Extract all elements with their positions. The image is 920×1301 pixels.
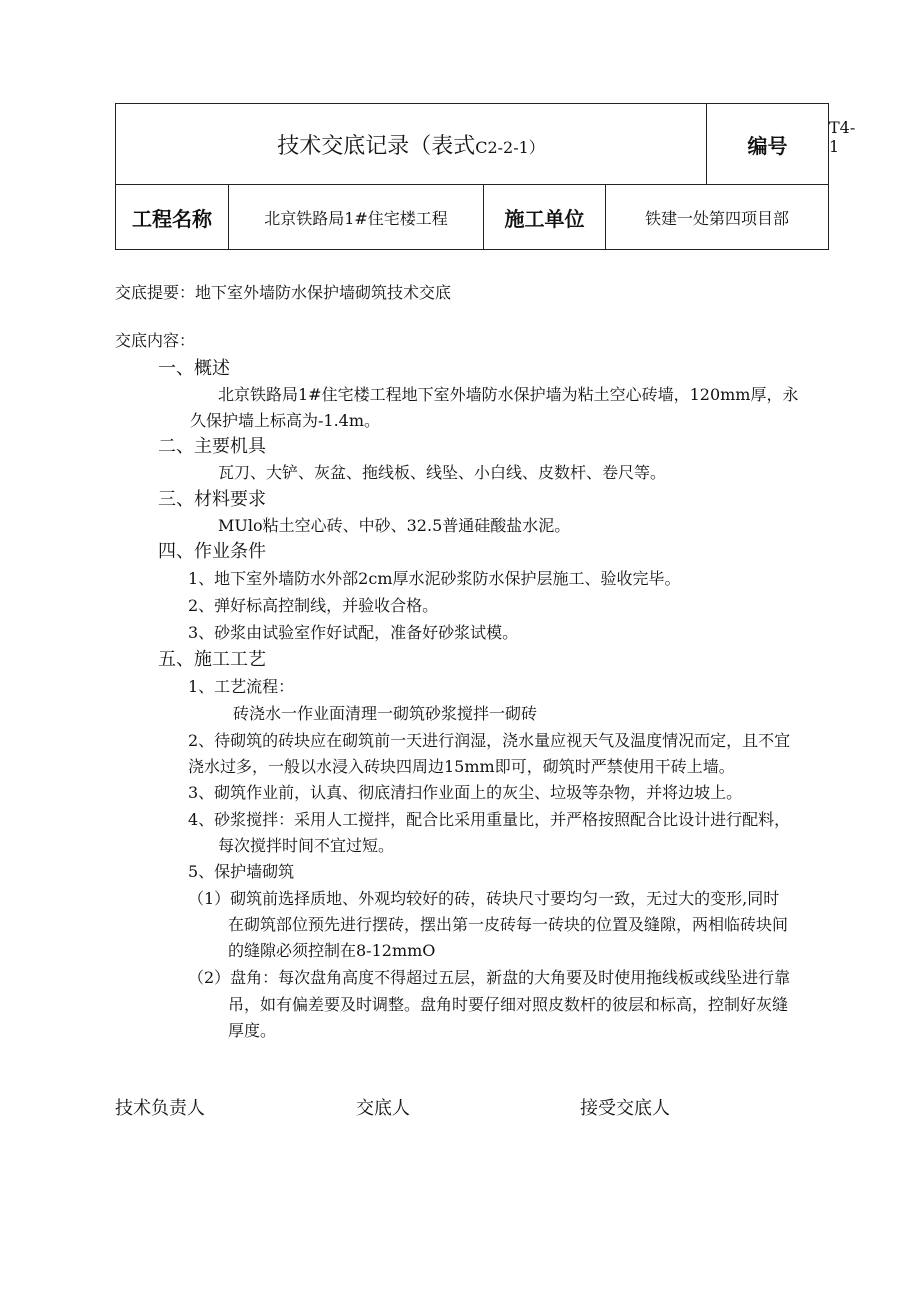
signature-presenter: 交底人 <box>356 1098 410 1119</box>
section-5-line: 2、待砌筑的砖块应在砌筑前一天进行润湿，浇水量应视天气及温度情况而定，且不宜 <box>188 731 791 750</box>
form-code: C2-2-1） <box>475 137 545 157</box>
section-4-line: 1、地下室外墙防水外部2cm厚水泥砂浆防水保护层施工、验收完毕。 <box>188 569 681 588</box>
number-label: 编号 <box>707 104 829 185</box>
content-label: 交底内容： <box>115 331 196 350</box>
section-2-title: 二、主要机具 <box>158 436 266 457</box>
section-5-title: 五、施工工艺 <box>158 649 266 670</box>
header-table: 技术交底记录（表式C2-2-1） 编号 T4-1 工程名称 北京铁路局1#住宅楼工程 施工单位 铁建一处第四项目部 <box>115 103 829 250</box>
section-1-line: 北京铁路局1#住宅楼工程地下室外墙防水保护墙为粘土空心砖墙，120mm厚，永 <box>218 385 799 404</box>
section-5-line: 1、工艺流程： <box>188 677 295 696</box>
section-5-line: 吊，如有偏差要及时调整。盘角时要仔细对照皮数杆的彼层和标高，控制好灰缝 <box>228 995 789 1014</box>
section-5-line: 厚度。 <box>228 1021 277 1040</box>
section-4-title: 四、作业条件 <box>158 541 266 562</box>
signature-tech-lead: 技术负责人 <box>115 1098 205 1119</box>
section-5-line: 每次搅拌时间不宜过短。 <box>218 836 395 855</box>
section-5-line: 5、保护墙砌筑 <box>188 862 295 881</box>
section-5-line: 在砌筑部位预先进行摆砖，摆出第一皮砖每一砖块的位置及缝隙，两相临砖块间 <box>228 915 789 934</box>
section-5-line: 砖浇水一作业面清理一砌筑砂浆搅拌一砌砖 <box>233 704 538 723</box>
section-1-line: 久保护墙上标高为-1.4m。 <box>190 411 381 430</box>
summary-line: 交底提要：地下室外墙防水保护墙砌筑技术交底 <box>115 283 452 302</box>
construction-unit-value: 铁建一处第四项目部 <box>606 185 829 250</box>
section-5-line: 浇水过多，一般以水浸入砖块四周边15mm即可，砌筑时严禁使用干砖上墙。 <box>188 757 735 776</box>
project-name-value: 北京铁路局1#住宅楼工程 <box>229 185 484 250</box>
project-name-label: 工程名称 <box>116 185 229 250</box>
section-3-title: 三、材料要求 <box>158 489 266 510</box>
section-4-line: 2、弹好标高控制线，并验收合格。 <box>188 596 439 615</box>
section-5-line: （1）砌筑前选择质地、外观均较好的砖，砖块尺寸要均匀一致，无过大的变形,同时 <box>188 889 780 908</box>
form-title <box>116 104 707 185</box>
section-5-line: 3、砌筑作业前，认真、彻底清扫作业面上的灰尘、垃圾等杂物，并将边坡上。 <box>188 783 743 802</box>
construction-unit-label: 施工单位 <box>484 185 606 250</box>
section-4-line: 3、砂浆由试验室作好试配，准备好砂浆试模。 <box>188 623 519 642</box>
form-title-text: 技术交底记录（表式 <box>277 133 476 159</box>
section-5-line: 4、砂浆搅拌：采用人工搅拌，配合比采用重量比，并严格按照配合比设计进行配料， <box>188 810 791 829</box>
section-5-line: （2）盘角：每次盘角高度不得超过五层，新盘的大角要及时使用拖线板或线坠进行靠 <box>188 968 791 987</box>
section-5-line: 的缝隙必须控制在8-12mmO <box>228 941 436 960</box>
signature-receiver: 接受交底人 <box>580 1098 670 1119</box>
section-3-line: MUlo粘土空心砖、中砂、32.5普通硅酸盐水泥。 <box>218 516 571 535</box>
section-1-title: 一、概述 <box>158 358 230 379</box>
section-2-line: 瓦刀、大铲、灰盆、拖线板、线坠、小白线、皮数杆、卷尺等。 <box>218 463 667 482</box>
